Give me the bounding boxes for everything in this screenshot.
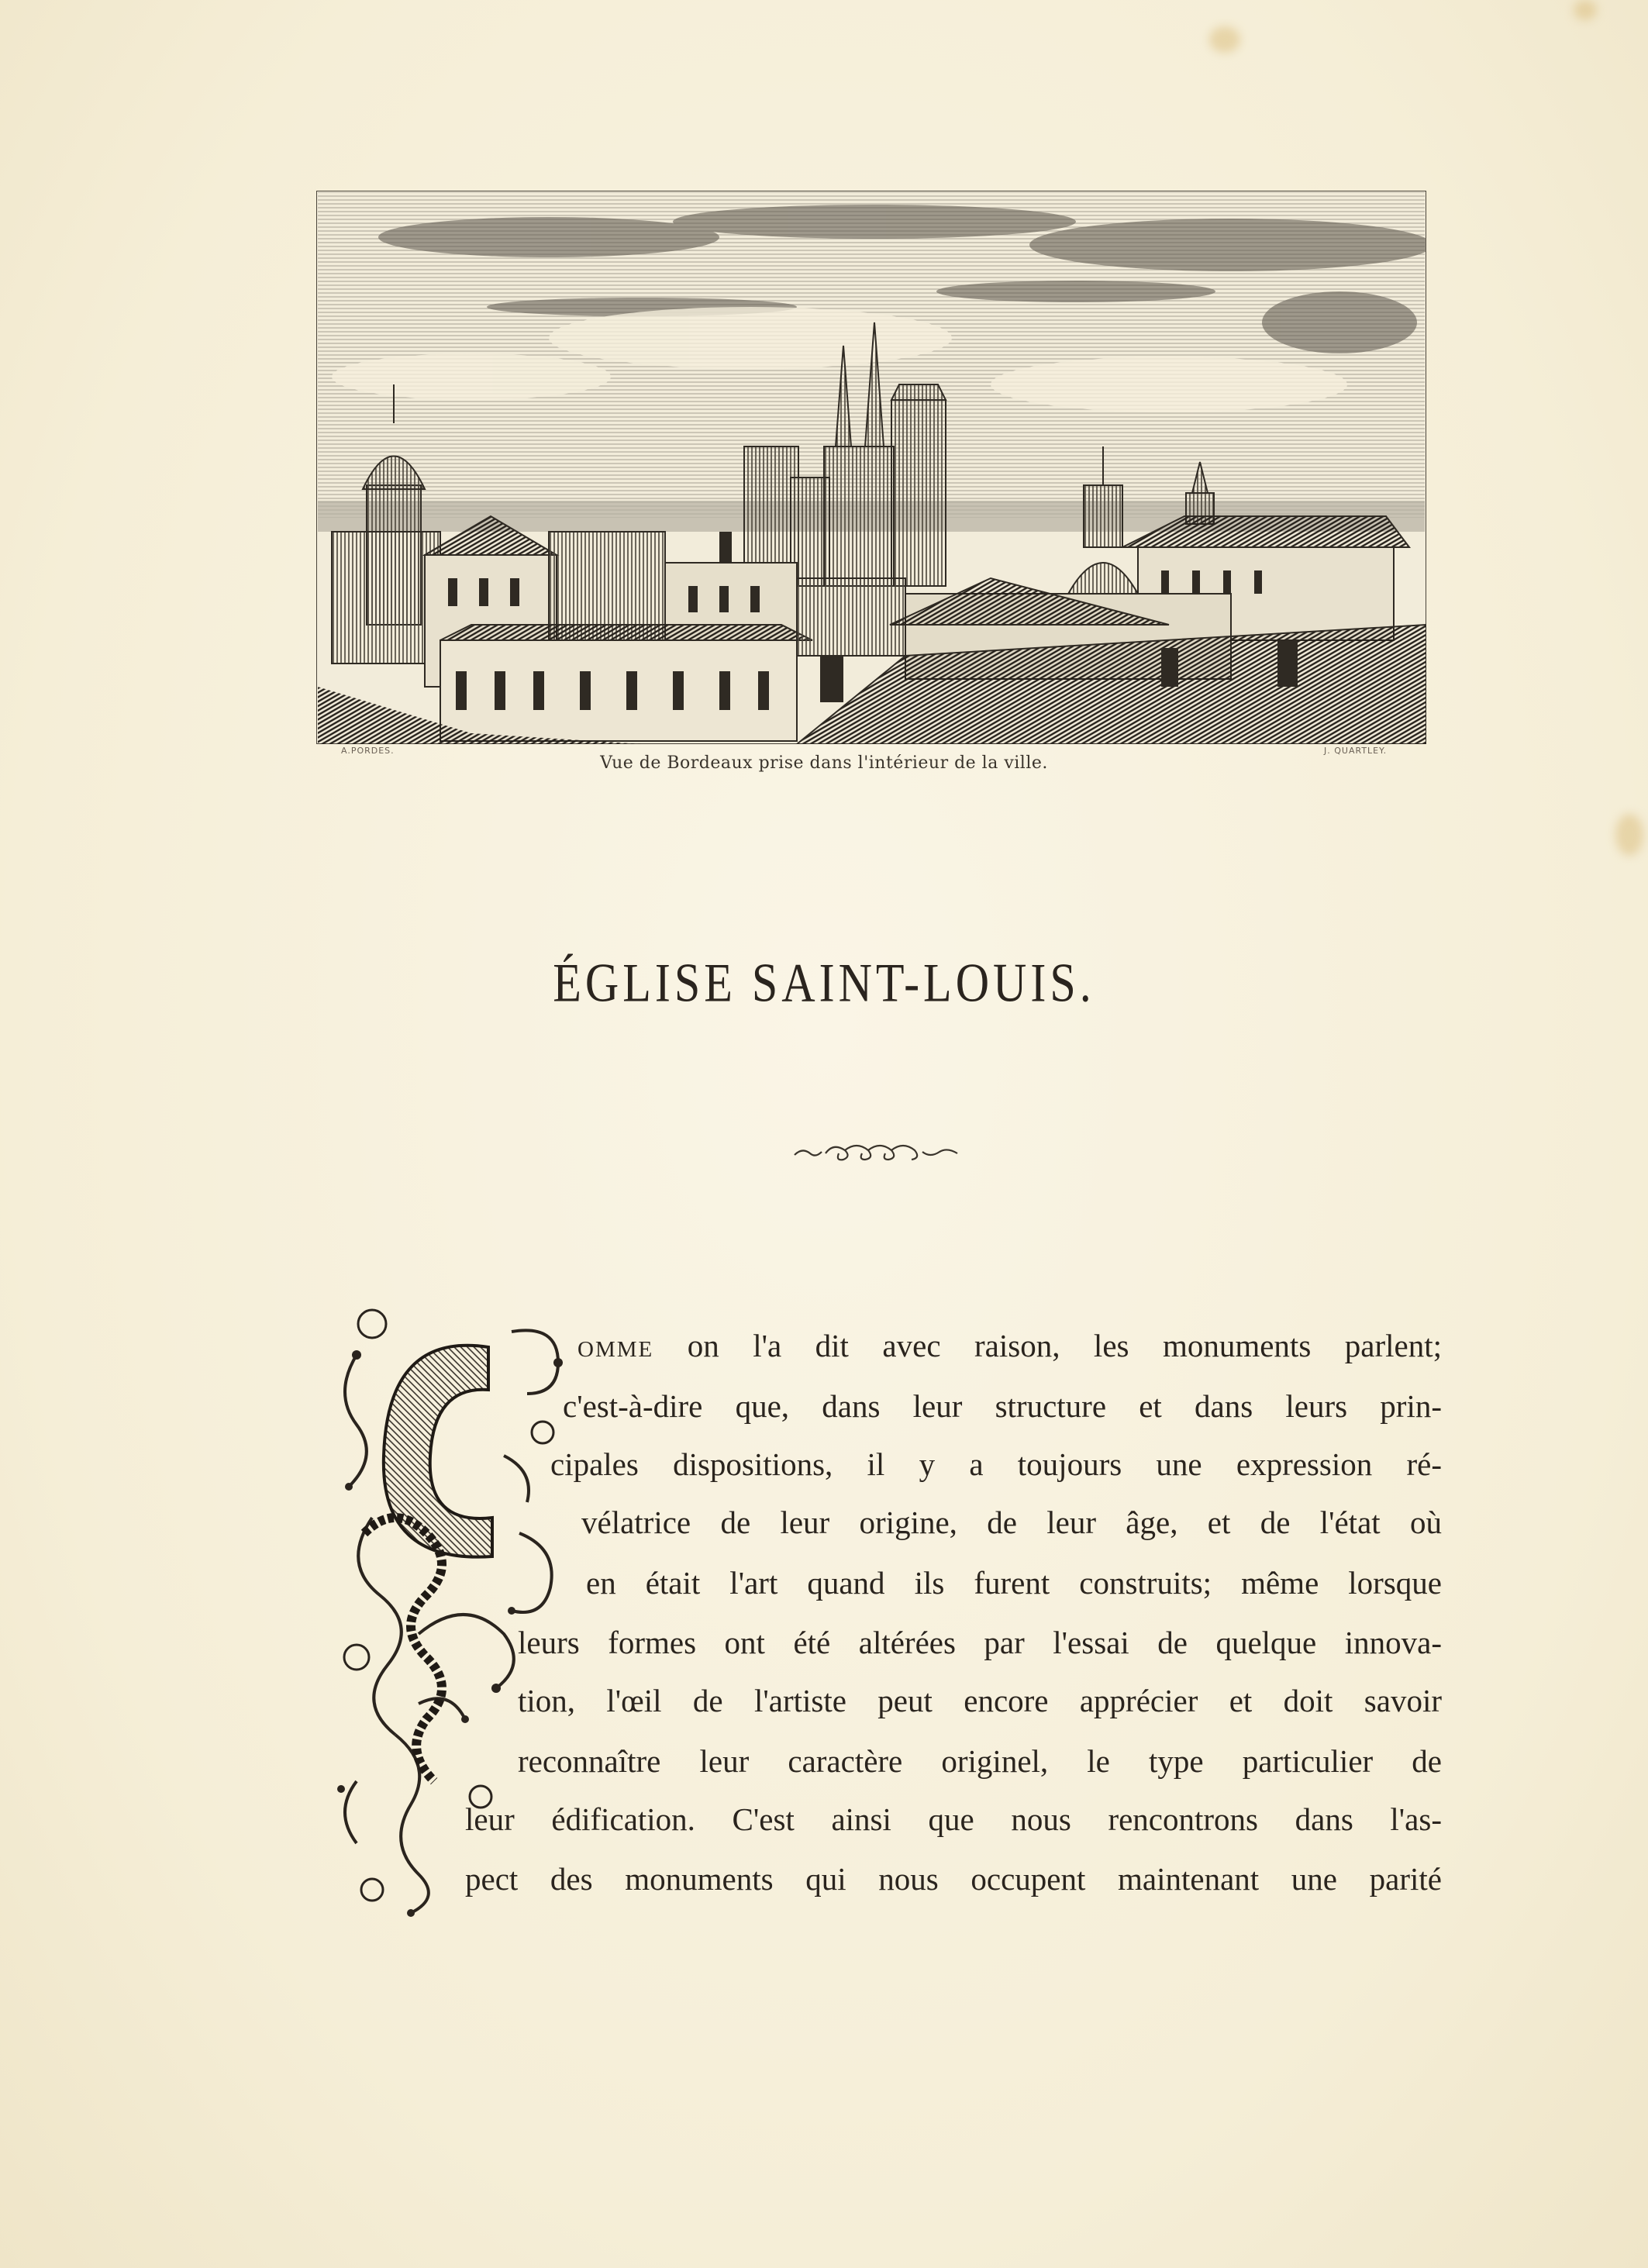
initial-word-rest: omme — [577, 1328, 654, 1363]
body-text: on l'a dit avec raison, les monuments parlent; — [687, 1328, 1442, 1363]
body-line-1 — [577, 1327, 1442, 1364]
illustration-caption: Vue de Bordeaux prise dans l'intérieur de la ville. — [600, 753, 1048, 773]
body-line-7: tion, l'œil de l'artiste peut encore apprécier et doit savoir — [518, 1683, 1442, 1718]
body-line-3: cipales dispositions, il y a toujours une expression ré- — [550, 1446, 1442, 1482]
foxing-stain — [1574, 0, 1597, 20]
body-line-8: reconnaître leur caractère originel, le type particulier de — [518, 1743, 1442, 1779]
body-line-4: vélatrice de leur origine, de leur âge, et de l'état où — [581, 1505, 1442, 1540]
body-line-2: c'est-à-dire que, dans leur structure et dans leurs prin- — [563, 1388, 1442, 1424]
body-line-9: leur édification. C'est ainsi que nous rencontrons dans l'as- — [465, 1801, 1442, 1837]
body-line-6: leurs formes ont été altérées par l'essai de quelque innova- — [518, 1625, 1442, 1660]
foxing-stain — [1615, 814, 1643, 856]
page-title: ÉGLISE SAINT-LOUIS. — [553, 953, 1095, 1014]
body-line-5: en était l'art quand ils furent construits; même lorsque — [586, 1565, 1442, 1601]
body-line-10: pect des monuments qui nous occupent maintenant une parité — [465, 1861, 1442, 1897]
engraver-credit-left: A.PORDES. — [341, 746, 395, 756]
foxing-stain — [1209, 26, 1240, 53]
flourish-ornament-icon — [791, 1132, 961, 1170]
engraver-credit-right: J. QUARTLEY. — [1324, 746, 1388, 756]
engraving-illustration — [316, 191, 1426, 744]
